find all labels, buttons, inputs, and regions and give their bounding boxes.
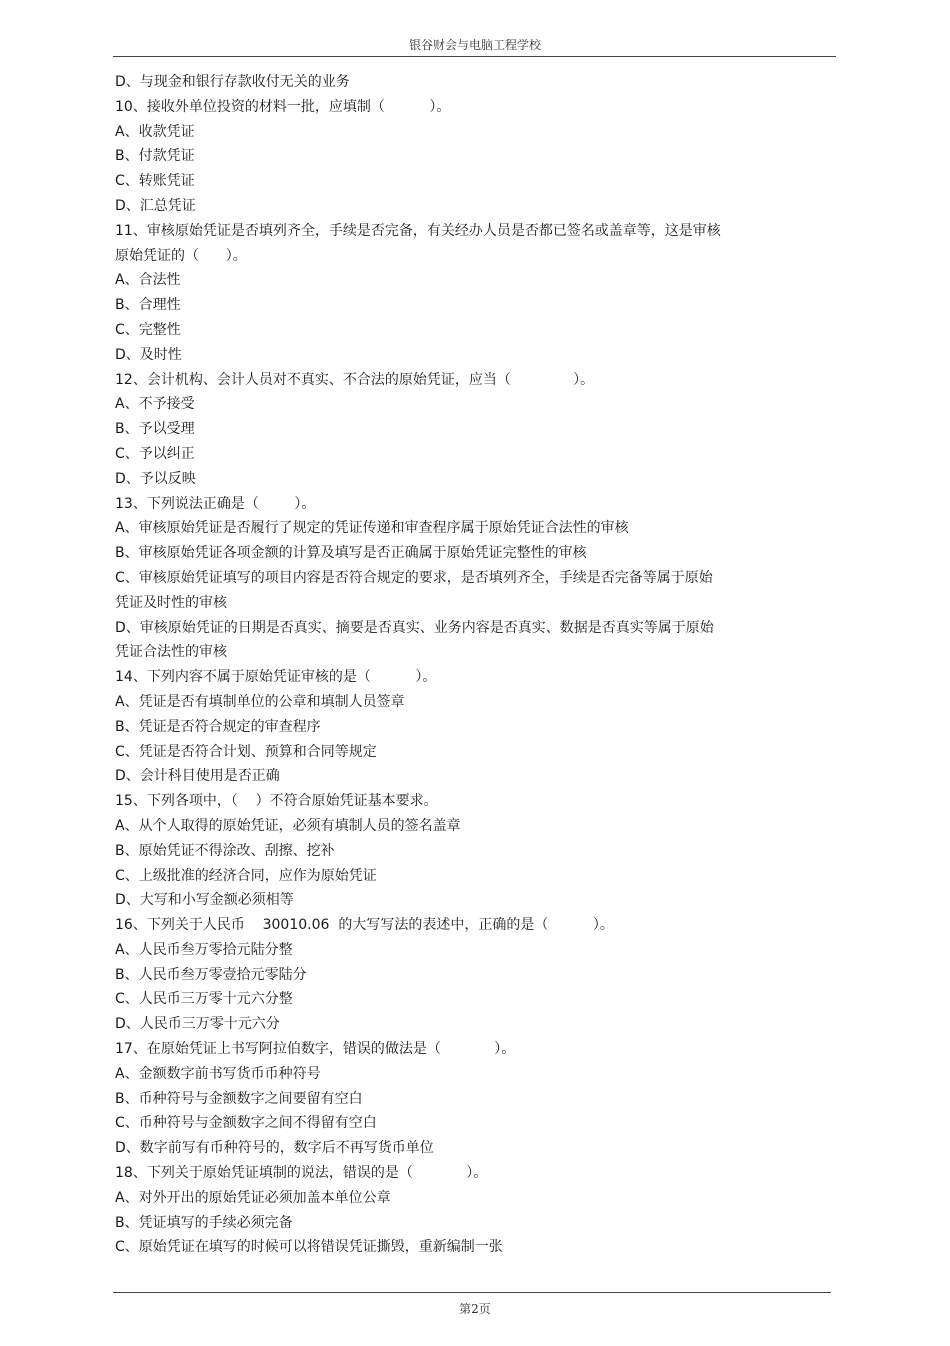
text-line: 凭证合法性的审核 — [115, 644, 227, 661]
text-line: D、数字前写有币种符号的，数字后不再写货币单位 — [115, 1140, 434, 1157]
text-line: 原始凭证的（ ）。 — [115, 247, 247, 264]
text-line: B、币种符号与金额数字之间要留有空白 — [115, 1090, 363, 1107]
text-line: A、从个人取得的原始凭证，必须有填制人员的签名盖章 — [115, 817, 461, 834]
text-line: A、收款凭证 — [115, 123, 195, 140]
text-line: 14、下列内容不属于原始凭证审核的是（ ）。 — [115, 669, 437, 686]
text-line: 13、下列说法正确是（ ）。 — [115, 495, 316, 512]
text-line: B、予以受理 — [115, 421, 195, 438]
text-line: C、转账凭证 — [115, 173, 195, 190]
text-line: 18、下列关于原始凭证填制的说法，错误的是（ ）。 — [115, 1165, 488, 1182]
text-line: 12、会计机构、会计人员对不真实、不合法的原始凭证，应当（ ）。 — [115, 371, 595, 388]
page-header-title: 银谷财会与电脑工程学校 — [408, 38, 541, 52]
text-line: B、人民币叁万零壹拾元零陆分 — [115, 966, 307, 983]
text-line: B、审核原始凭证各项金额的计算及填写是否正确属于原始凭证完整性的审核 — [115, 545, 587, 562]
text-line: 17、在原始凭证上书写阿拉伯数字，错误的做法是（ ）。 — [115, 1041, 516, 1058]
text-line: 凭证及时性的审核 — [115, 594, 227, 611]
text-line: C、原始凭证在填写的时候可以将错误凭证撕毁，重新编制一张 — [115, 1239, 503, 1256]
text-line: C、上级批准的经济合同，应作为原始凭证 — [115, 867, 377, 884]
text-line: A、合法性 — [115, 272, 181, 289]
text-line: D、及时性 — [115, 346, 182, 363]
text-line: B、付款凭证 — [115, 148, 195, 165]
text-line: B、凭证填写的手续必须完备 — [115, 1214, 293, 1231]
text-line: B、原始凭证不得涂改、刮擦、挖补 — [115, 842, 335, 859]
text-line: C、币种符号与金额数字之间不得留有空白 — [115, 1115, 377, 1132]
text-line: A、不予接受 — [115, 396, 195, 413]
footer-divider — [113, 1292, 831, 1293]
text-line: D、汇总凭证 — [115, 197, 196, 214]
text-line: C、予以纠正 — [115, 445, 195, 462]
text-line: D、会计科目使用是否正确 — [115, 768, 280, 785]
text-line: 16、下列关于人民币 30010.06 的大写写法的表述中，正确的是（ ）。 — [115, 917, 614, 934]
text-line: 15、下列各项中，（ ）不符合原始凭证基本要求。 — [115, 793, 438, 810]
header-divider — [113, 56, 836, 57]
page-number: 第2页 — [459, 1302, 491, 1316]
text-line: D、大写和小写金额必须相等 — [115, 892, 294, 909]
document-body — [115, 70, 775, 1260]
text-line: D、审核原始凭证的日期是否真实、摘要是否真实、业务内容是否真实、数据是否真实等属于原始 — [115, 619, 714, 636]
text-line: C、完整性 — [115, 321, 181, 338]
text-line: 10、接收外单位投资的材料一批，应填制（ ）。 — [115, 98, 451, 115]
text-line: C、凭证是否符合计划、预算和合同等规定 — [115, 743, 377, 760]
text-line: A、审核原始凭证是否履行了规定的凭证传递和审查程序属于原始凭证合法性的审核 — [115, 520, 629, 537]
text-line: D、人民币三万零十元六分 — [115, 1016, 280, 1033]
text-line: D、予以反映 — [115, 470, 196, 487]
text-line: A、金额数字前书写货币币种符号 — [115, 1065, 321, 1082]
text-line: C、审核原始凭证填写的项目内容是否符合规定的要求，是否填列齐全，手续是否完备等属于原始 — [115, 569, 713, 586]
text-line: C、人民币三万零十元六分整 — [115, 991, 293, 1008]
text-line: A、对外开出的原始凭证必须加盖本单位公章 — [115, 1189, 391, 1206]
text-line: 11、审核原始凭证是否填列齐全，手续是否完备，有关经办人员是否都已签名或盖章等，这是审核 — [115, 222, 721, 239]
text-line: D、与现金和银行存款收付无关的业务 — [115, 74, 350, 90]
text-line: B、凭证是否符合规定的审查程序 — [115, 718, 321, 735]
text-line: A、凭证是否有填制单位的公章和填制人员签章 — [115, 693, 405, 710]
text-line: B、合理性 — [115, 297, 181, 314]
text-line: A、人民币叁万零拾元陆分整 — [115, 941, 293, 958]
